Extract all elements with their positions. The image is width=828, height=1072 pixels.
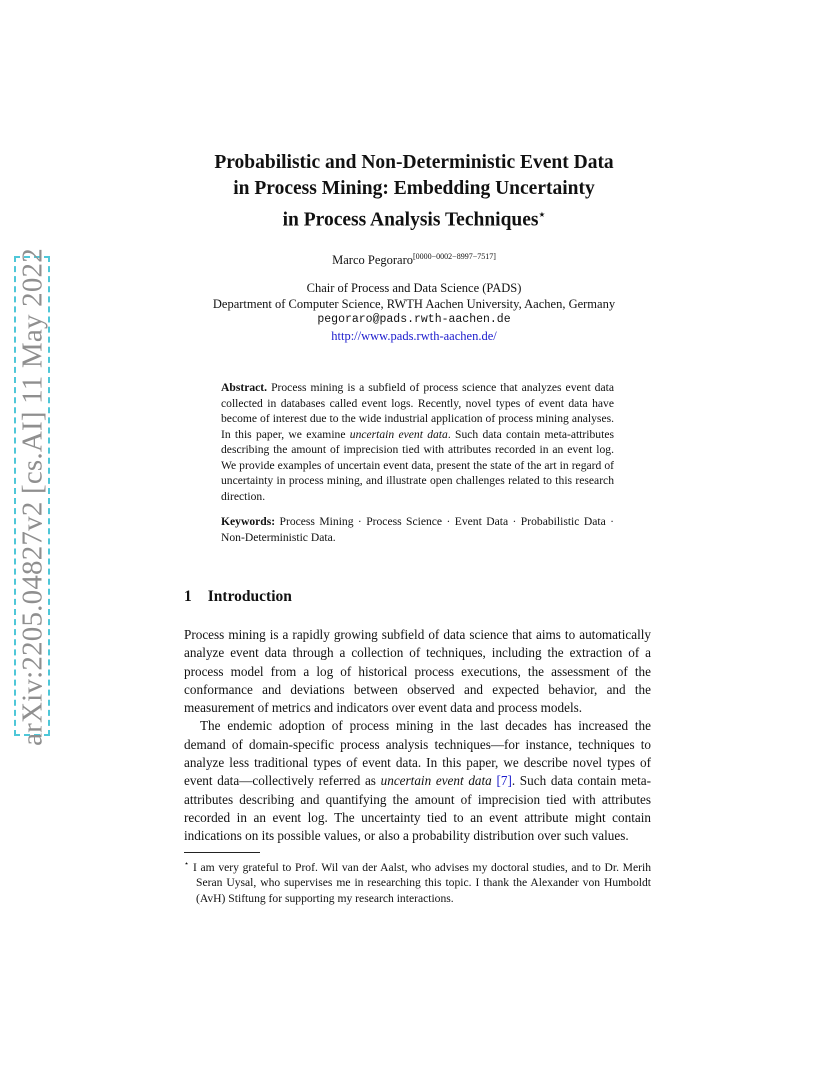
- citation-link[interactable]: [7]: [496, 773, 512, 789]
- abstract-paragraph: [221, 380, 614, 504]
- abstract-text-1: Process mining is a subfield of process science that analyzes event data collected in databases called event logs. Recently, novel types of event data have become of interest due to the wide industrial application of process mining analyses. In this paper, we examine: [221, 381, 614, 441]
- abstract-emphasis: uncertain event data: [349, 427, 448, 441]
- title-line-3: [160, 202, 668, 234]
- body-paragraph-2-emphasis: uncertain event data: [380, 773, 492, 789]
- arxiv-identifier: arXiv:2205.04827v2 [cs.AI] 11 May 2022: [16, 248, 49, 746]
- section-number: 1: [184, 588, 192, 605]
- title-footnote-marker: ⋆: [538, 209, 546, 221]
- title-line-3-text: in Process Analysis Techniques: [282, 209, 539, 231]
- footnote-divider: [184, 852, 260, 853]
- affiliation-group: Chair of Process and Data Science (PADS): [306, 281, 522, 295]
- author-orcid: [0000−0002−8997−7517]: [413, 252, 496, 261]
- section-heading: [184, 588, 292, 606]
- author-line: [160, 252, 668, 268]
- affiliation-department: Department of Computer Science, RWTH Aachen University, Aachen, Germany: [212, 297, 616, 311]
- keywords-label: Keywords:: [221, 515, 276, 528]
- title-line-2: in Process Mining: Embedding Uncertainty: [233, 178, 595, 199]
- body-paragraph-1: Process mining is a rapidly growing subfield of data science that aims to automatically analyze event data through a collection of techniques, including the extraction of a process model from a log of historical process executions, the assessment of the conformance and deviations between observed and expected behavior, and the measurement of metrics and indicators over event data and process models.: [184, 627, 651, 716]
- footnote-text: I am very grateful to Prof. Wil van der Aalst, who advises my doctoral studies, and to Dr. Merih Seran Uysal, who supervises me in researching this topic. I thank the Alexander von Humboldt (AvH) Stiftung for supporting my research interactions.: [193, 860, 651, 905]
- body-paragraph-2-text-b: . Such data contain meta-attributes describing and quantifying the amount of imprecision tied with attributes recorded in an event log. The uncertainty tied to an event attribute might contain indications on its possible values, or also a probability distribution over such values.: [184, 773, 651, 844]
- abstract-text-2: . Such data contain meta-attributes describing the amount of imprecision tied with attributes recorded in an event log. We provide examples of uncertain event data, present the state of the art in regard of uncertainty in process mining, and illustrate open challenges related to this research direction.: [221, 427, 614, 503]
- abstract-label: Abstract.: [221, 381, 268, 394]
- author-name: Marco Pegoraro: [332, 253, 413, 268]
- footnote-marker: ⋆: [184, 859, 190, 868]
- affiliation-url-link[interactable]: http://www.pads.rwth-aachen.de/: [331, 329, 497, 343]
- body-paragraph-2: [184, 717, 651, 845]
- keywords-text: Process Mining · Process Science · Event Data · Probabilistic Data · Non-Deterministic Data.: [221, 515, 614, 544]
- footnote: [184, 856, 651, 906]
- abstract-block: [221, 380, 614, 545]
- title-line-1: Probabilistic and Non-Deterministic Event Data: [214, 152, 614, 173]
- section-title: Introduction: [207, 588, 292, 605]
- keywords-paragraph: [221, 514, 614, 545]
- affiliation-block: [150, 280, 678, 344]
- body-text: [184, 626, 651, 846]
- author-email: pegoraro@pads.rwth-aachen.de: [317, 313, 511, 326]
- paper-title: [160, 150, 668, 234]
- body-paragraph-2-text-a: The endemic adoption of process mining in the last decades has increased the demand of domain-specific process analysis techniques—for instance, techniques to analyze less traditional types of event data. In this paper, we describe novel types of event data—collectively referred as: [184, 718, 651, 789]
